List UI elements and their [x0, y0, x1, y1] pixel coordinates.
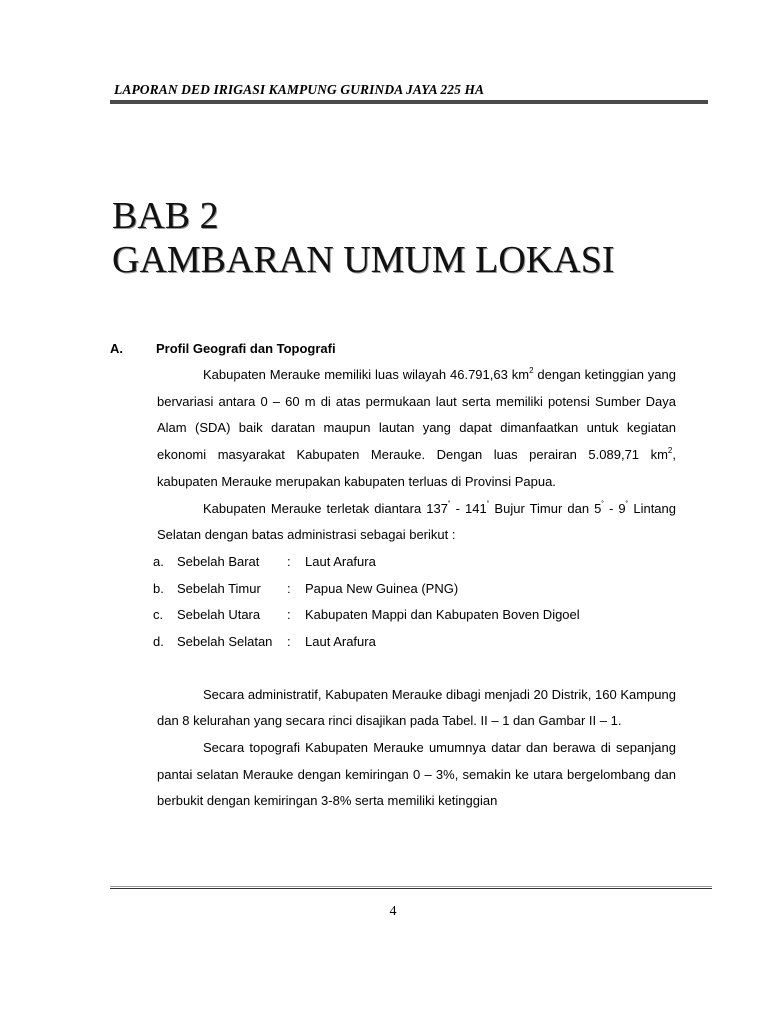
colon: : [287, 633, 291, 649]
section-title: Profil Geografi dan Topografi [156, 341, 336, 356]
list-item [153, 576, 672, 603]
paragraph-text: dengan ketinggian yang bervariasi antara 0 – 60 m di atas permukaan laut serta memiliki potensi Sumber Daya Alam (SDA) baik daratan maupun lautan yang dapat dimanfaatkan untuk kegiatan ekonomi masyarakat Kabupaten Merauke. Dengan luas perairan 5.089,71 km [157, 367, 676, 463]
chapter-heading [112, 194, 614, 282]
boundary-list [153, 549, 672, 656]
list-marker: c. [153, 607, 164, 623]
boundary-direction: Sebelah Utara [177, 607, 261, 623]
footer-rule [110, 886, 712, 889]
boundary-value: Papua New Guinea (PNG) [305, 580, 459, 596]
boundary-value: Laut Arafura [305, 633, 376, 649]
boundary-value: Laut Arafura [305, 553, 376, 569]
paragraph-text: Kabupaten Merauke memiliki luas wilayah 46.791,63 km [203, 367, 530, 382]
paragraph-topography: Secara topografi Kabupaten Merauke umumnya datar dan berawa di sepanjang pantai selatan Merauke dengan kemiringan 0 – 3%, semakin ke utara bergelombang dan berbukit dengan kemiringan 3-8% serta memiliki ketinggian [157, 740, 676, 809]
superscript: 2 [667, 446, 673, 456]
list-marker: a. [153, 553, 164, 569]
running-header [110, 82, 708, 104]
paragraph-text: Bujur Timur dan 5 [489, 500, 602, 516]
paragraph-location [157, 496, 676, 549]
boundary-direction: Sebelah Timur [177, 580, 261, 596]
degree-symbol: ˚ [447, 499, 451, 509]
list-item [153, 549, 672, 576]
paragraph-spacer [157, 656, 676, 682]
colon: : [287, 607, 291, 623]
chapter-number: BAB 2 [112, 195, 219, 237]
colon: : [287, 580, 291, 596]
boundary-direction: Sebelah Barat [177, 553, 260, 569]
report-title: LAPORAN DED IRIGASI KAMPUNG GURINDA JAYA 225 HA [114, 82, 485, 97]
page-number: 4 [389, 904, 397, 919]
boundary-value: Kabupaten Mappi dan Kabupaten Boven Digoel [305, 607, 580, 623]
paragraph-text: Kabupaten Merauke terletak diantara 137 [203, 500, 448, 516]
paragraph-text: Lintang Selatan dengan batas administrasi sebagai berikut : [157, 500, 677, 543]
degree-symbol: ˚ [601, 499, 604, 509]
body-text [153, 362, 677, 815]
boundary-direction: Sebelah Selatan [177, 633, 273, 649]
paragraph-area [157, 362, 676, 496]
colon: : [287, 553, 291, 569]
paragraph-text: , kabupaten Merauke merupakan kabupaten terluas di Provinsi Papua. [157, 447, 676, 489]
list-marker: d. [153, 633, 164, 649]
section-letter: A. [110, 341, 123, 356]
degree-symbol: ˚ [486, 499, 490, 509]
paragraph-text: - 141 [450, 500, 487, 516]
chapter-title: GAMBARAN UMUM LOKASI [112, 239, 615, 281]
list-item [153, 602, 672, 629]
degree-symbol: ˚ [625, 499, 629, 509]
paragraph-administrative: Secara administratif, Kabupaten Merauke dibagi menjadi 20 Distrik, 160 Kampung dan 8 kelurahan yang secara rinci disajikan pada Tabel. II – 1 dan Gambar II – 1. [157, 686, 676, 729]
superscript: 2 [529, 366, 534, 375]
list-marker: b. [153, 580, 164, 596]
paragraph-text: - 9 [604, 500, 626, 516]
list-item [153, 629, 672, 656]
header-rule [110, 100, 708, 104]
